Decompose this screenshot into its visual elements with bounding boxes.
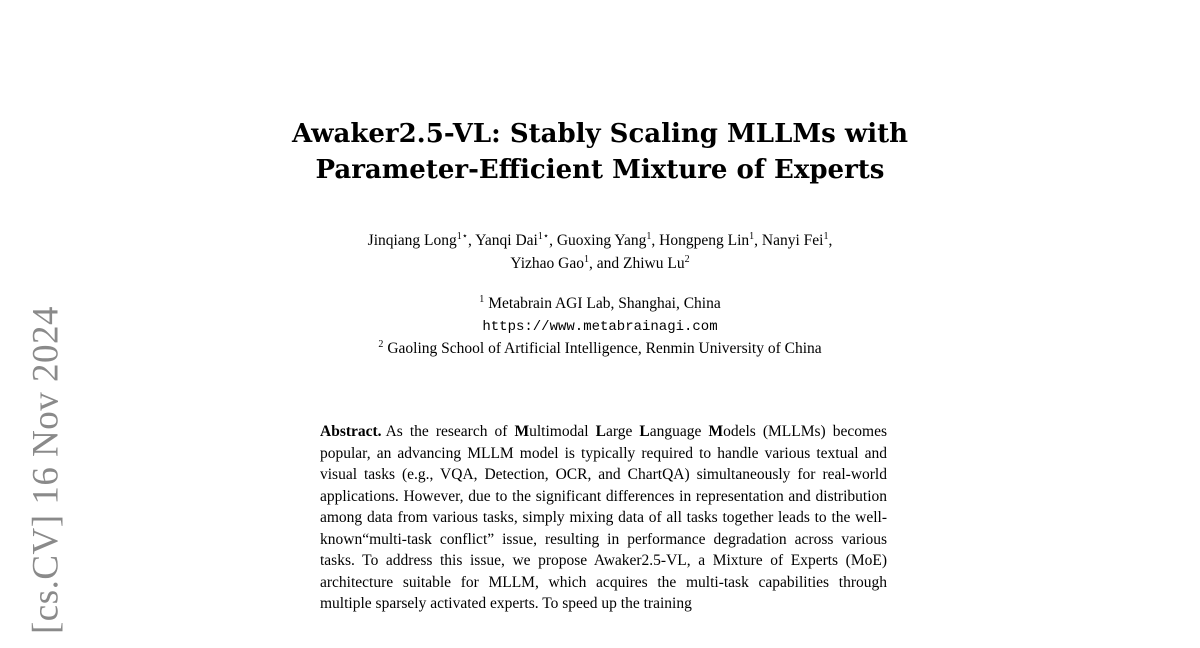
author: Nanyi Fei$^1$, bbox=[761, 231, 833, 249]
arxiv-stamp-text: [cs.CV] 16 Nov 2024 bbox=[25, 305, 67, 635]
author-list bbox=[0, 229, 1200, 275]
author: Zhiwu Lu$^2$ bbox=[623, 254, 690, 272]
author: Yanqi Dai$^{1⋆}$, bbox=[475, 231, 557, 249]
affiliation-2: $^2$ Gaoling School of Artificial Intelligence, Renmin University of China bbox=[378, 339, 822, 357]
affiliations bbox=[0, 293, 1200, 360]
abstract-label: Abstract. bbox=[320, 423, 382, 440]
paper-title-line-2: Parameter-Efficient Mixture of Experts bbox=[315, 155, 885, 185]
affiliation-url[interactable]: https://www.metabrainagi.com bbox=[482, 319, 718, 335]
affiliation-1: $^1$ Metabrain AGI Lab, Shanghai, China bbox=[479, 294, 721, 312]
abstract: Abstract. As the research of Multimodal Large Language Models (MLLMs) becomes popular, an advancing MLLM model is typically required to handle various textual and visual tasks (e.g., VQA, Detection, OCR, and ChartQA) simultaneously for real-world applications. However, due to the significant differences in representation and distribution among data from various tasks, simply mixing data of all tasks together leads to the well-known“multi-task conflict” issue, resulting in performance degradation across various tasks. To address this issue, we propose Awaker2.5-VL, a Mixture of Experts (MoE) architecture suitable for MLLM, which acquires the multi-task capabilities through multiple sparsely activated experts. To speed up the training bbox=[320, 423, 887, 612]
paper-title-line-1: Awaker2.5-VL: Stably Scaling MLLMs with bbox=[291, 119, 908, 149]
author: Hongpeng Lin$^1$, bbox=[659, 231, 762, 249]
author: Guoxing Yang$^1$, bbox=[556, 231, 660, 249]
author: Jinqiang Long$^{1⋆}$, bbox=[367, 231, 476, 249]
paper-title bbox=[0, 116, 1200, 188]
author: Yizhao Gao$^1$, and bbox=[510, 254, 624, 272]
